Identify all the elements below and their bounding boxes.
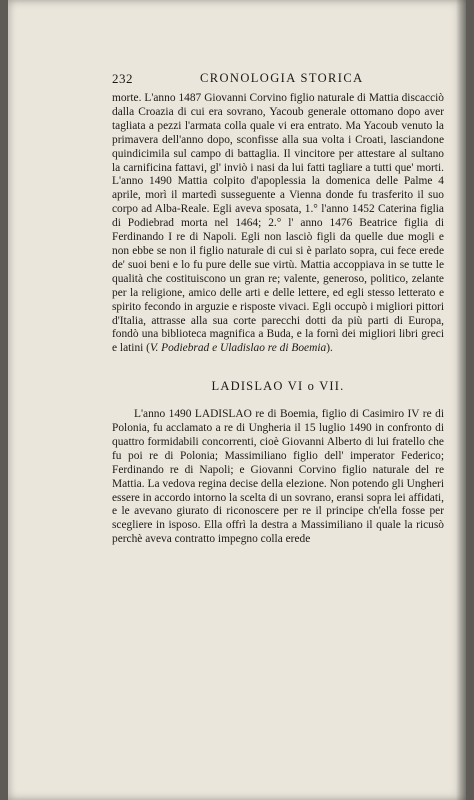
section-heading: LADISLAO VI o VII. bbox=[211, 379, 345, 394]
paragraph-text: morte. L'anno 1487 Giovanni Corvino figlio naturale di Mattia discacciò dalla Croazia di cui era sovrano, Yacoub generale ottomano dopo aver tagliata a pezzi l'armata colla quale vi era entrato. Ma Yacoub venuto la primavera dell'anno dopo, sconfisse alla sua volta i Croati, lasciandone quindicimila sul campo di battaglia. Il vincitore per attestare al sultano la carnificina fattavi, gl' inviò i nasi da lui fatti tagliare a tutti que' morti. L'anno 1490 Mattia colpito d'apoplessia la domenica delle Palme 4 aprile, morì il martedì susseguente a Vienna donde fu trasferito il suo corpo ad Alba-Reale. Egli aveva sposata, 1.° l'anno 1452 Caterina figlia di Podiebrad morta nel 1464; 2.° l' anno 1476 Beatrice figlia di Ferdinando I re di Napoli. Egli non lasciò figli da quelle due mogli e non ebbe se non il figlio naturale di cui si è parlato sopra, cui fece erede de' suoi beni e lo fu pure delle sue virtù. Mattia accoppiava in se tutte le qualità che costituiscono un gran re; valente, generoso, politico, zelante per la religione, amico delle arti e delle lettere, ed egli stesso letterato e spirito fecondo in arguzie e risposte vivaci. Egli occupò i migliori pittori d'Italia, attrasse alla sua corte parecchi dotti da più parti di Europa, fondò una biblioteca magnifica a Buda, e la fornì dei migliori libri greci e latini ( bbox=[112, 92, 444, 355]
page-number: 232 bbox=[112, 71, 133, 86]
page-gutter-shadow bbox=[456, 0, 466, 800]
cross-reference: V. Podiebrad e Uladislao re di Boemia bbox=[149, 342, 327, 355]
paragraph-closing: ). bbox=[326, 342, 333, 355]
paragraph-ladislao: L'anno 1490 LADISLAO re di Boemia, figlio di Casimiro IV re di Polonia, fu acclamato a re di Ungheria il 15 luglio 1490 in confronto di quattro formidabili concorrenti, cioè Giovanni Alberto di lui fratello che fu poi re di Polonia; Massimiliano figlio dell' imperator Federico; Ferdinando re di Napoli; e Giovanni Corvino figlio naturale del re Mattia. La vedova regina decise della elezione. Non potendo gli Ungheri essere in accordo intorno la scelta di un sovrano, eransi sopra lei affidati, e le avevano giurato di riconoscere per re il principe ch'ella fosse per scegliere in isposo. Ella offrì la destra a Massimiliano il quale la ricusò perchè aveva contratto impegno colla erede bbox=[112, 408, 444, 546]
paragraph-mattia bbox=[112, 92, 444, 356]
running-title: CRONOLOGIA STORICA bbox=[200, 71, 364, 85]
book-page bbox=[8, 0, 466, 800]
page-header bbox=[112, 72, 444, 90]
page-content bbox=[112, 72, 444, 547]
